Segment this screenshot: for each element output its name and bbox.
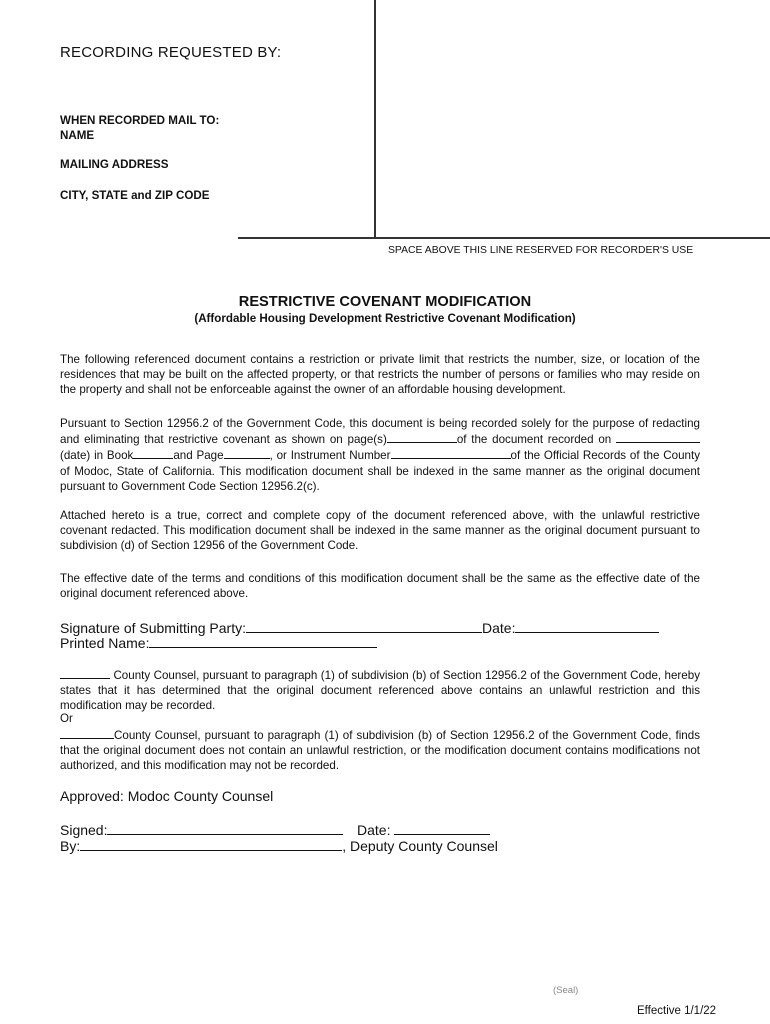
printed-name-row [60,634,377,651]
approval-date-label: Date: [357,822,391,838]
approval-date-row [357,821,490,838]
city-state-zip-label: CITY, STATE and ZIP CODE [60,189,210,202]
paragraph-restriction-statement: The following referenced document contains a restriction or private limit that restricts the number, size, or location of the residences that may be built on the affected property, or that restricts the number of persons or families who may reside on the property and shall not be enforceable against the owner of an affordable housing development. [60,353,700,397]
name-label: NAME [60,129,95,142]
recorder-box-horizontal-divider [238,237,770,239]
effective-date-footer: Effective 1/1/22 [637,1005,717,1017]
counsel-a-text: County Counsel, pursuant to paragraph (1) of subdivision (b) of Section 12956.2 of the Government Code, hereby states that it has determined that the original document referenced above contains an unlawful restriction and this modification may be recorded. [60,669,700,713]
para2-text-5: , or Instrument Number [269,449,391,463]
recording-requested-by-label: RECORDING REQUESTED BY: [60,44,282,61]
para2-text-1: Pursuant to Section 12956.2 of the Government Code, this document is being recorded solely for the purpose of redacting and eliminating that restrictive covenant as shown on page(s) [60,417,700,447]
by-label: By: [60,838,81,854]
document-title: RESTRICTIVE COVENANT MODIFICATION [238,294,532,310]
paragraph-effective-date: The effective date of the terms and conditions of this modification document shall be the same as the effective date of the original document referenced above. [60,572,700,601]
para2-text-6: of the Official Records of the County of Modoc, State of California. This modification document shall be indexed in the same manner as the original document pursuant to Government Code Section 12956.2(c). [60,449,700,493]
instrument-number-blank-field[interactable] [391,447,511,459]
mailing-address-label: MAILING ADDRESS [60,158,169,171]
signed-row [60,821,343,838]
recorded-date-blank-field[interactable] [616,431,700,443]
submitting-party-signature-label: Signature of Submitting Party: [60,620,246,636]
para2-text-3: (date) in Book [60,449,134,463]
seal-placeholder: (Seal) [553,985,579,996]
submitting-date-label: Date: [482,620,516,636]
deputy-county-counsel-label: , Deputy County Counsel [342,838,498,854]
recorder-box-vertical-divider [374,0,376,238]
paragraph-pursuant-section [60,416,700,494]
by-field[interactable] [80,837,342,851]
approved-label: Approved: Modoc County Counsel [60,788,274,804]
page-blank-field[interactable] [224,447,270,459]
counsel-determination-unlawful [60,667,700,714]
printed-name-field[interactable] [149,634,377,648]
when-recorded-mail-to-label: WHEN RECORDED MAIL TO: [60,114,220,127]
printed-name-label: Printed Name: [60,635,150,651]
counsel-determination-not-unlawful [60,727,700,774]
para2-text-4: and Page [173,449,224,463]
paragraph-attached-copy: Attached hereto is a true, correct and complete copy of the document referenced above, with the unlawful restrictive covenant redacted. This modification document shall be indexed in the same manner as the original document pursuant to subdivision (d) of Section 12956 of the Government Code. [60,509,700,553]
or-label: Or [60,712,73,725]
reserved-space-notice: SPACE ABOVE THIS LINE RESERVED FOR RECORDER'S USE [388,245,694,256]
document-subtitle: (Affordable Housing Development Restrictive Covenant Modification) [194,312,576,325]
submitting-party-signature-field[interactable] [246,619,482,633]
signed-label: Signed: [60,822,108,838]
by-row [60,837,498,854]
signed-field[interactable] [107,821,343,835]
submitting-date-field[interactable] [515,619,659,633]
counsel-b-text: County Counsel, pursuant to paragraph (1) of subdivision (b) of Section 12956.2 of the Government Code, finds that the original document does not contain an unlawful restriction, or the modification document contains modifications not authorized, and this modification may not be recorded. [60,729,700,773]
approval-date-field[interactable] [394,821,490,835]
counsel-a-check-field[interactable] [60,667,110,679]
pages-blank-field[interactable] [387,431,457,443]
counsel-b-check-field[interactable] [60,727,114,739]
book-blank-field[interactable] [133,447,173,459]
para2-text-2: of the document recorded on [456,433,612,447]
